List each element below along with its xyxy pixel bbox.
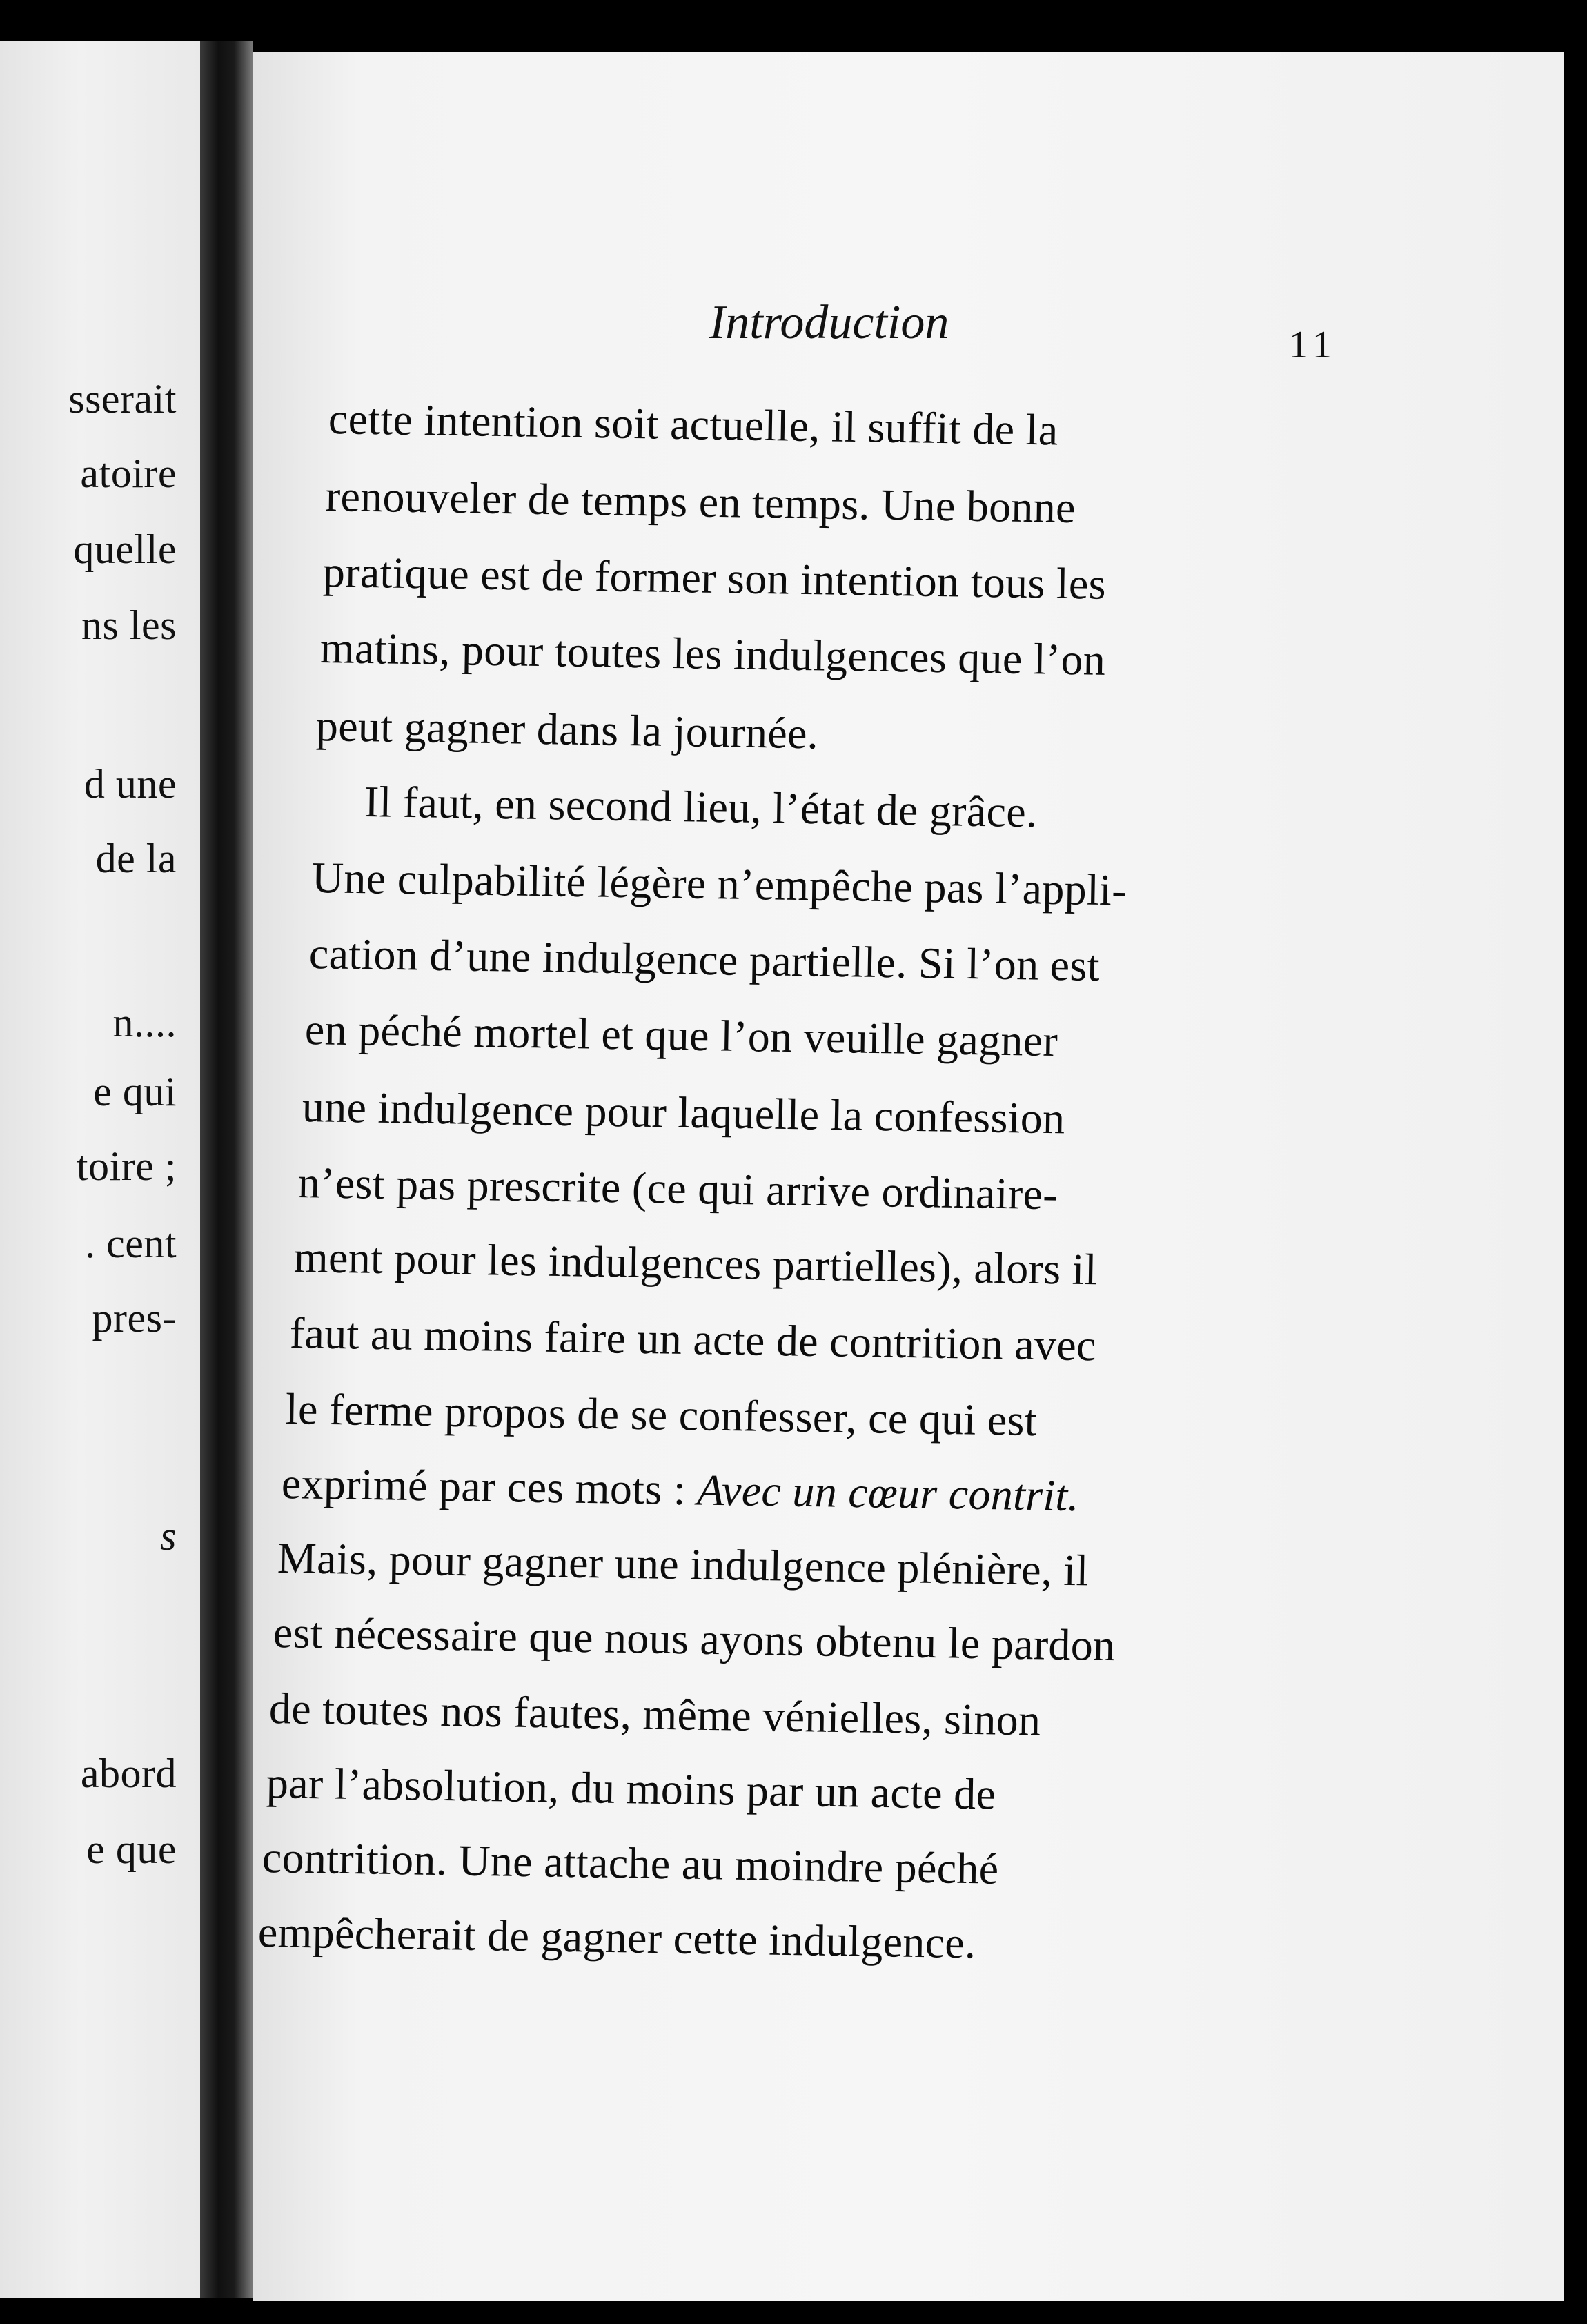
text-line-plain: exprimé par ces mots :: [281, 1459, 687, 1515]
text-line: cation d’une indulgence partielle. Si l’on est: [308, 929, 1101, 990]
text-line: Mais, pour gagner une indulgence plénière, il: [277, 1533, 1090, 1595]
text-line: ment pour les indulgences partielles), alors il: [293, 1232, 1098, 1294]
text-line: le ferme propos de se confesser, ce qui est: [285, 1384, 1038, 1446]
left-line-fragment: toire ;: [76, 1143, 177, 1189]
left-line-fragment: d une: [83, 761, 177, 807]
left-line-fragment: pres-: [92, 1295, 177, 1341]
italic-phrase: Avec un cœur contrit.: [696, 1465, 1080, 1521]
left-line-fragment: abord: [80, 1751, 177, 1796]
text-line: renouveler de temps en temps. Une bonne: [325, 471, 1076, 533]
left-line-fragment: . cent: [85, 1221, 177, 1266]
left-line-fragment: ns les: [81, 602, 177, 648]
left-line-fragment: s: [160, 1513, 177, 1559]
text-line: de toutes nos fautes, même vénielles, sinon: [268, 1684, 1041, 1745]
text-line: empêcherait de gagner cette indulgence.: [257, 1907, 976, 1968]
text-line: pratique est de former son intention tous les: [322, 547, 1107, 609]
text-line: par l’absolution, du moins par un acte de: [266, 1758, 996, 1819]
left-line-fragment: n....: [112, 1000, 177, 1045]
left-line-fragment: sserait: [68, 376, 177, 422]
text-line: est nécessaire que nous ayons obtenu le pardon: [273, 1608, 1116, 1671]
text-line: n’est pas prescrite (ce qui arrive ordinaire-: [297, 1158, 1058, 1219]
text-line: faut au moins faire un acte de contrition avec: [289, 1308, 1097, 1370]
text-line: Il faut, en second lieu, l’état de grâce.: [364, 777, 1038, 837]
text-line: cette intention soit actuelle, il suffit de la: [328, 394, 1059, 455]
running-head: Introduction: [709, 296, 949, 349]
text-line: peut gagner dans la journée.: [315, 701, 819, 758]
left-facing-page: [0, 41, 200, 2298]
left-line-fragment: e que: [86, 1826, 177, 1872]
left-line-fragment: atoire: [80, 451, 177, 496]
text-line: matins, pour toutes les indulgences que l’on: [319, 623, 1106, 685]
left-line-fragment: quelle: [73, 526, 177, 572]
left-line-fragment: de la: [95, 836, 177, 881]
text-line: Une culpabilité légère n’empêche pas l’appli-: [311, 853, 1127, 915]
text-line: en péché mortel et que l’on veuille gagner: [304, 1005, 1058, 1066]
left-line-fragment: e qui: [93, 1069, 177, 1114]
text-line: contrition. Une attache au moindre péché: [262, 1833, 999, 1893]
text-line: une indulgence pour laquelle la confession: [302, 1082, 1066, 1143]
page-number: 11: [1289, 324, 1337, 366]
book-gutter: [200, 41, 253, 2298]
